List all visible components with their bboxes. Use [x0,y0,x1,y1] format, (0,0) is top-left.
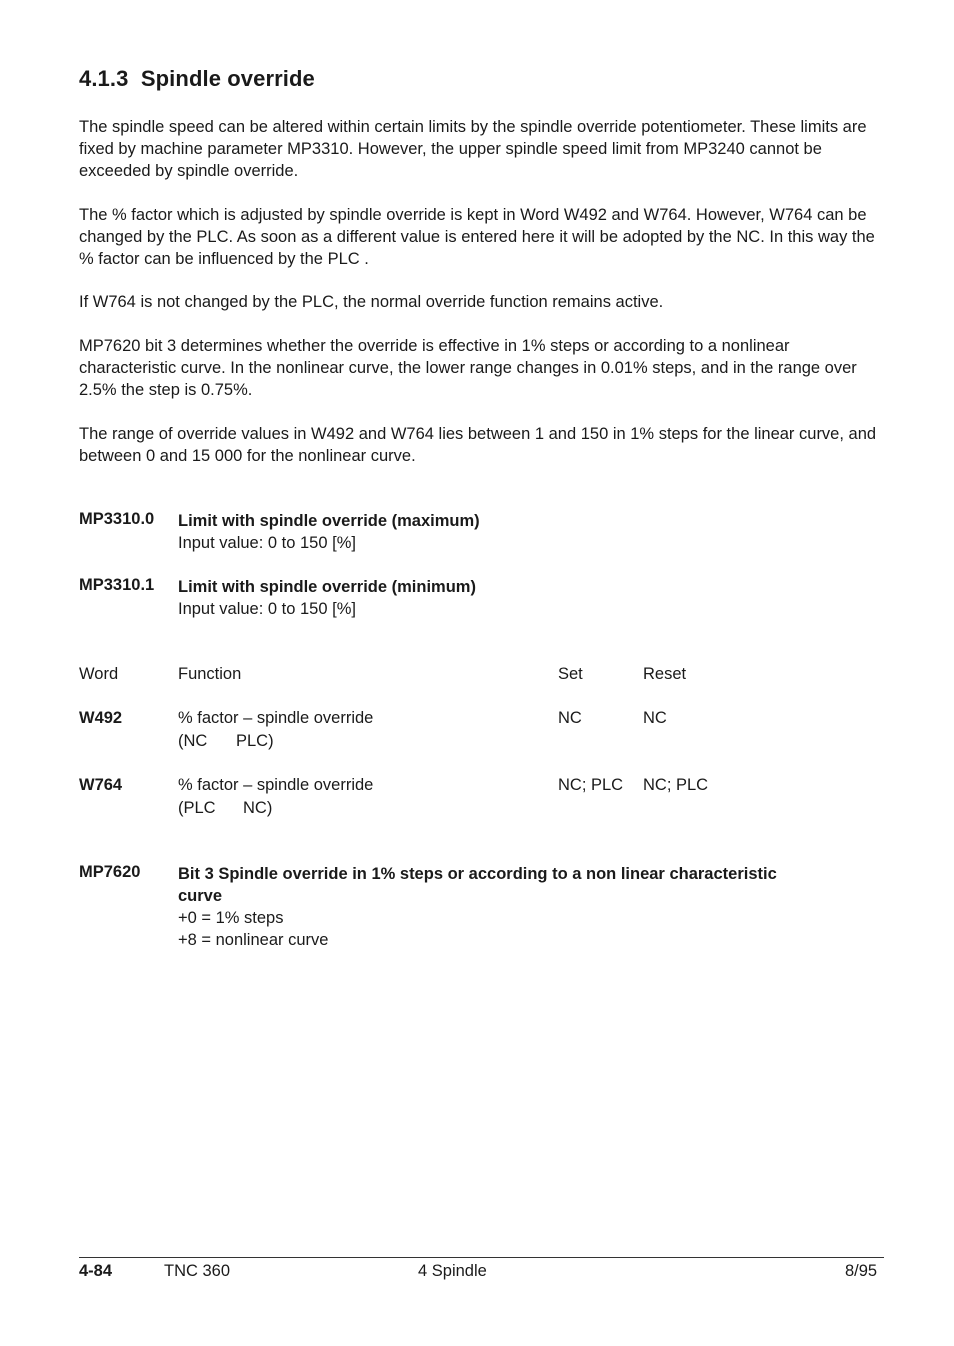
footer-date: 8/95 [845,1262,878,1280]
table-row-word: W492 [79,709,123,727]
table-row-direction-from: (PLC [178,799,216,817]
table-row-reset: NC [643,709,667,727]
machine-param-code: MP7620 [79,863,141,881]
machine-param-title: Limit with spindle override (maximum) [178,512,480,530]
machine-param-block [178,863,878,951]
table-row-set: NC [558,709,582,727]
table-header-reset: Reset [643,665,687,683]
footer-divider [79,1257,884,1258]
table-row-word: W764 [79,776,123,794]
machine-param-block [178,510,878,554]
machine-param-option: +0 = 1% steps [178,909,284,927]
table-row-set: NC; PLC [558,776,624,794]
table-header-word: Word [79,665,119,683]
paragraph: MP7620 bit 3 determines whether the override is effective in 1% steps or according to a nonlinear characteristic curve. In the nonlinear curve, the lower range changes in 0.01% steps, and in the range over 2.5% the step is 0.75%. [79,337,857,399]
machine-param-title: Bit 3 Spindle override in 1% steps or according to a non linear characteristic [178,865,777,883]
machine-param-option: +8 = nonlinear curve [178,931,329,949]
machine-param-input: Input value: 0 to 150 [%] [178,600,356,618]
table-row-direction-from: (NC [178,732,208,750]
paragraph: The % factor which is adjusted by spindle override is kept in Word W492 and W764. However, W764 can be changed by the PLC. As soon as a different value is entered here it will be adopted by the NC. In this way the % factor can be influenced by the PLC . [79,206,875,268]
section-title: Spindle override [140,66,315,91]
table-row-direction-to: NC) [243,799,273,817]
table-row-function: % factor – spindle override [178,709,374,727]
footer-chapter: 4 Spindle [418,1262,487,1280]
paragraph: The spindle speed can be altered within certain limits by the spindle override potentiometer. These limits are fixed by machine parameter MP3310. However, the upper spindle speed limit from MP3240 cannot be exceeded by spindle override. [79,118,867,180]
table-header-function: Function [178,665,242,683]
paragraph: The range of override values in W492 and W764 lies between 1 and 150 in 1% steps for the linear curve, and between 0 and 15 000 for the nonlinear curve. [79,425,877,465]
machine-param-code: MP3310.0 [79,510,155,528]
footer-product: TNC 360 [164,1262,231,1280]
machine-param-title-cont: curve [178,887,223,905]
table-header-set: Set [558,665,583,683]
machine-param-input: Input value: 0 to 150 [%] [178,534,356,552]
table-row-reset: NC; PLC [643,776,709,794]
footer-page-number: 4-84 [79,1262,113,1280]
section-number: 4.1.3 [79,66,129,91]
table-row-function: % factor – spindle override [178,776,374,794]
table-row-direction-to: PLC) [236,732,274,750]
machine-param-block [178,576,878,620]
section-heading [79,66,315,92]
machine-param-code: MP3310.1 [79,576,155,594]
paragraph: If W764 is not changed by the PLC, the normal override function remains active. [79,293,664,311]
machine-param-title: Limit with spindle override (minimum) [178,578,476,596]
